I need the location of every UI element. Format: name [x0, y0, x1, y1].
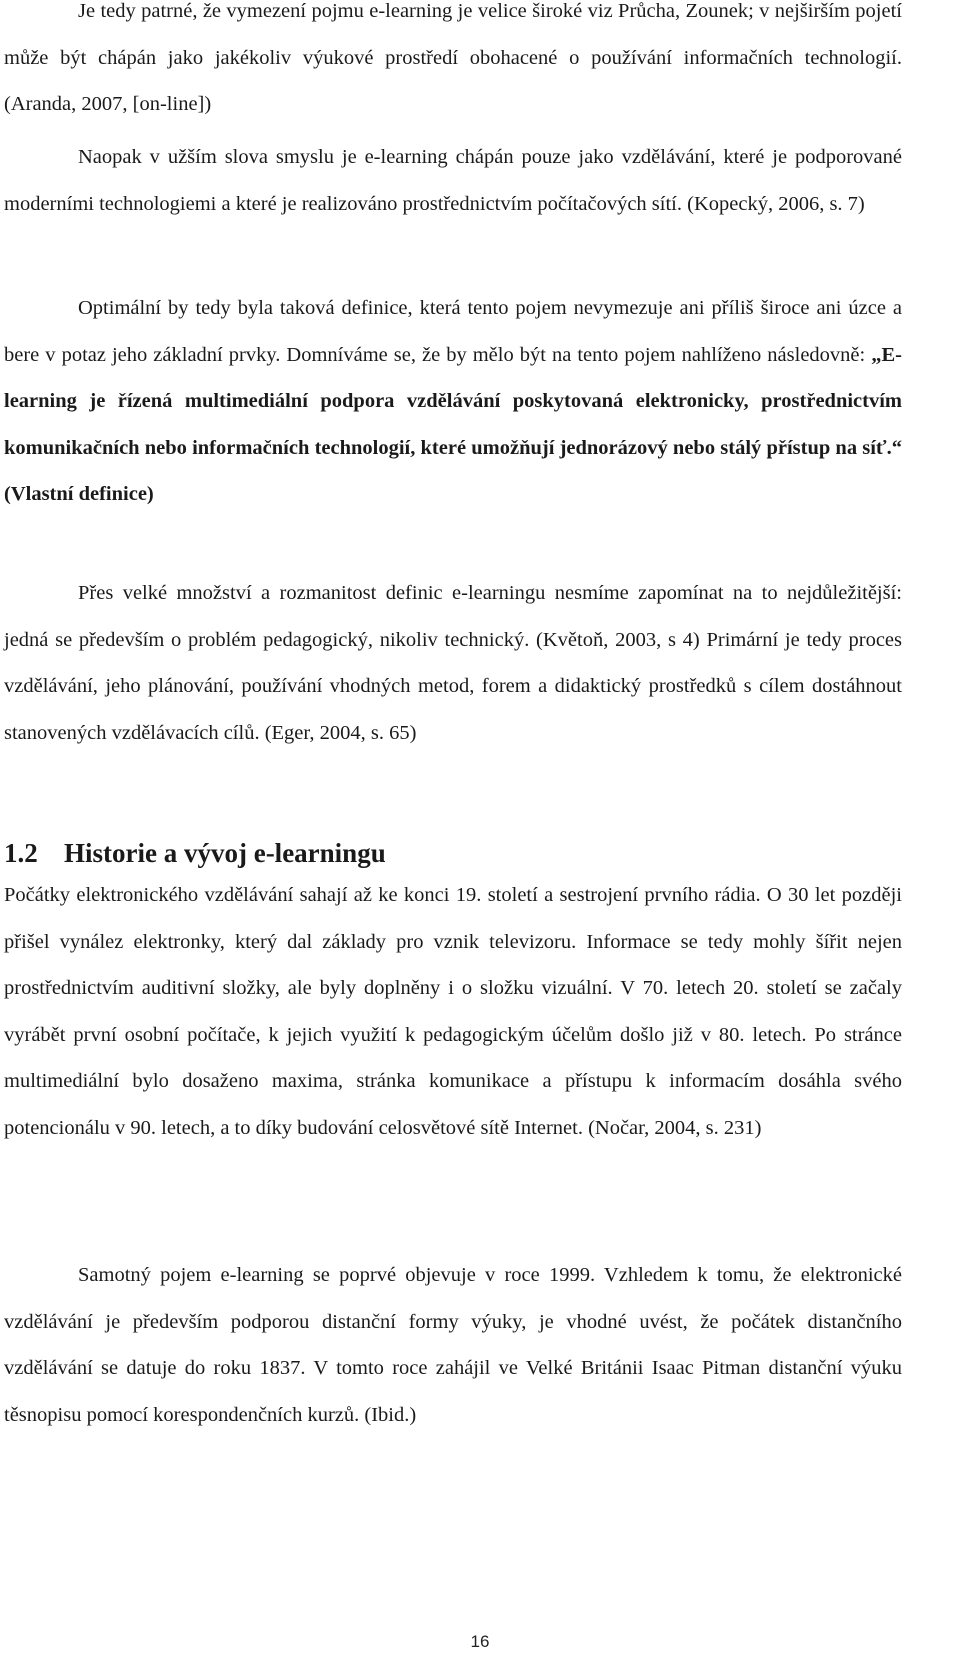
page-number: 16 — [470, 1632, 490, 1651]
definition-bold: „E-learning je řízená multimediální podpora vzdělávání poskytovaná elektronicky, prostřednictvím komunikačních nebo informačních technologií, které umožňují jednorázový nebo stálý přístup na síť.“ (Vlastní definice) — [4, 343, 902, 506]
section-heading — [4, 830, 902, 876]
paragraph-3-text: Optimální by tedy byla taková definice, která tento pojem nevymezuje ani příliš široce ani úzce a bere v potaz jeho základní prvky. Domníváme se, že by mělo být na tento pojem nahlíženo následovně: — [4, 297, 902, 366]
paragraph-4: Přes velké množství a rozmanitost definic e-learningu nesmíme zapomínat na to nejdůležitější: jedná se především o problém pedagogický, nikoliv technický. (Květoň, 2003, s 4) Primární je tedy proces vzdělávání, jeho plánování, používání vhodných metod, forem a didaktický prostředků s cílem dostáhnout stanovených vzdělávacích cílů. (Eger, 2004, s. 65) — [4, 582, 902, 744]
section-number: 1.2 — [4, 838, 38, 868]
section-title: Historie a vývoj e-learningu — [64, 838, 386, 868]
paragraph-5: Počátky elektronického vzdělávání sahají až ke konci 19. století a sestrojení prvního rádia. O 30 let později přišel vynález elektronky, který dal základy pro vznik televizoru. Informace se tedy mohly šířit nejen prostřednictvím auditivní složky, ale byly doplněny i o složku vizuální. V 70. letech 20. století se začaly vyrábět první osobní počítače, k jejich využití k pedagogickým účelům došlo již v 80. letech. Po stránce multimediální bylo dosaženo maxima, stránka komunikace a přístupu k informacím dosáhla svého potencionálu v 90. letech, a to díky budování celosvětové sítě Internet. (Nočar, 2004, s. 231) — [4, 884, 902, 1139]
paragraph-1 — [4, 0, 902, 128]
paragraph-2: Naopak v užším slova smyslu je e-learning chápán pouze jako vzdělávání, které je podporované moderními technologiemi a které je realizováno prostřednictvím počítačových sítí. (Kopecký, 2006, s. 7) — [4, 146, 902, 215]
paragraph-1-text: Je tedy patrné, že vymezení pojmu e-learning je velice široké viz Průcha, Zounek; v nejširším pojetí může být chápán jako jakékoliv výukové prostředí obohacené o používání informačních technologií. (Aranda, 2007, [on-line]) — [4, 0, 902, 116]
paragraph-6: Samotný pojem e-learning se poprvé objevuje v roce 1999. Vzhledem k tomu, že elektronické vzdělávání je především podporou distanční formy výuky, je vhodné uvést, že počátek distančního vzdělávání se datuje do roku 1837. V tomto roce zahájil ve Velké Británii Isaac Pitman distanční výuku těsnopisu pomocí korespondenčních kurzů. (Ibid.) — [4, 1264, 902, 1426]
paragraph-3 — [4, 285, 902, 518]
